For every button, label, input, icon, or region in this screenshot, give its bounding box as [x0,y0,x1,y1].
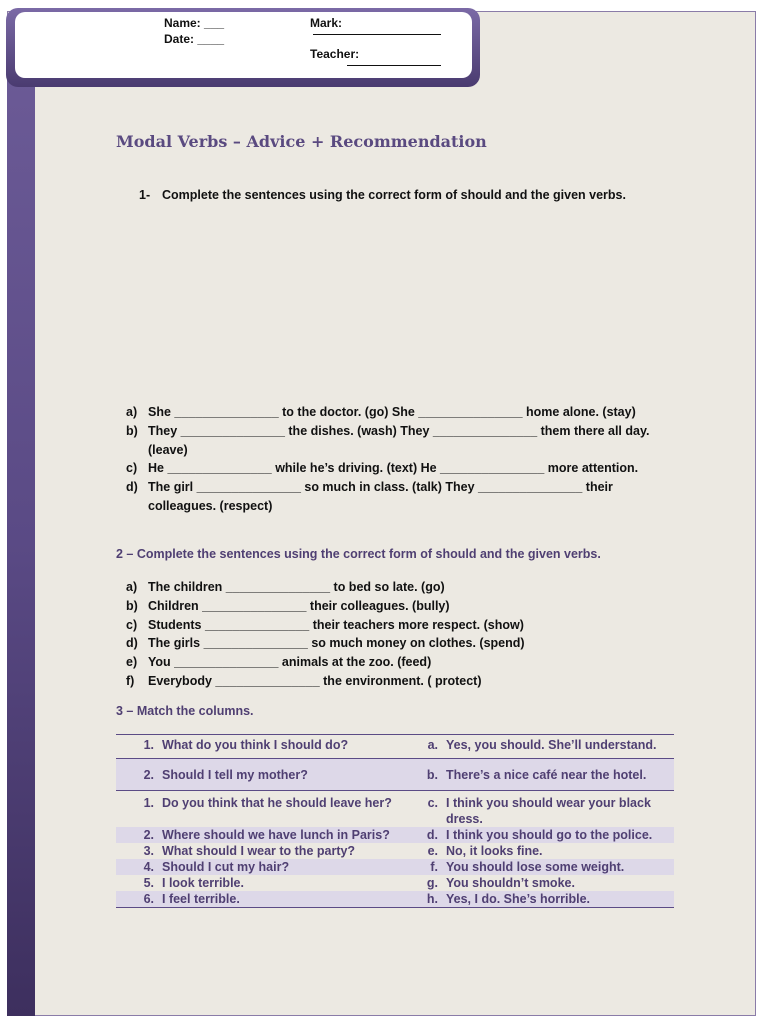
header-box [15,12,472,78]
item-text: The girl _______________ so much in class. (talk) They _______________ their colleagues. (respect) [148,480,613,513]
list-item [126,403,656,422]
page-title: Modal Verbs – Advice + Recommendation [116,132,487,151]
list-item [126,616,656,635]
mark-label: Mark: [310,16,343,30]
list-item [126,422,656,460]
row-number: 5. [143,876,154,890]
table-row [116,875,674,891]
row-left-text: Where should we have lunch in Paris? [162,827,402,843]
table-row [116,791,674,828]
section3-instruction: 3 – Match the columns. [116,704,254,718]
list-item [126,578,656,597]
item-letter: b) [126,423,138,438]
row-number: 4. [116,859,162,875]
row-number: 2. [116,827,162,843]
teacher-label: Teacher: [310,47,360,61]
row-right-text: You shouldn’t smoke. [446,876,575,890]
item-text: Children _______________ their colleagues. (bully) [148,598,450,613]
row-number: 6. [116,891,162,908]
section1-instruction-text: Complete the sentences using the correct form of should and the given verbs. [162,188,626,202]
row-key: f. [402,859,446,875]
row-left-text: I feel terrible. [162,891,402,908]
item-letter: a) [126,580,138,594]
row-number: 1. [143,796,154,810]
row-right-text: You should lose some weight. [446,859,674,875]
item-text: You _______________ animals at the zoo. (feed) [148,655,432,670]
item-letter: c) [126,617,138,632]
date-label: Date: ____ [164,32,225,46]
list-item [126,597,656,616]
row-key: h. [402,891,446,908]
list-item [126,653,656,672]
match-table [116,734,674,908]
item-letter: f) [126,673,135,688]
row-left-text: What do you think I should do? [162,735,402,759]
row-number: 3. [143,844,154,858]
row-key: c. [427,796,438,810]
row-right-text: No, it looks fine. [446,844,543,858]
table-row [116,827,674,843]
mark-line[interactable] [313,34,441,35]
row-left-text: I look terrible. [162,876,244,890]
list-item [126,634,656,653]
row-right-text: There’s a nice café near the hotel. [446,759,674,791]
table-row [116,843,674,859]
row-left-text: Do you think that he should leave her? [162,796,392,810]
item-letter: c) [126,461,138,476]
row-left-text: Should I cut my hair? [162,859,402,875]
row-key: a. [402,735,446,759]
sidebar-accent-bar [7,70,35,1016]
section2-instruction: 2 – Complete the sentences using the correct form of should and the given verbs. [116,547,601,561]
row-left-text: What should I wear to the party? [162,844,356,858]
list-item [126,478,656,516]
row-right-text: I think you should wear your black dress. [446,796,651,826]
item-text: The children _______________ to bed so late. (go) [148,580,445,594]
teacher-line[interactable] [347,65,441,66]
list-item [126,672,656,691]
row-number: 2. [116,759,162,791]
list-item [126,459,656,478]
item-letter: d) [126,636,138,651]
item-text: They _______________ the dishes. (wash) They _______________ them there all day. (leave) [148,423,650,457]
table-row [116,735,674,759]
row-left-text: Should I tell my mother? [162,759,402,791]
row-key: e. [427,844,438,858]
item-letter: d) [126,480,138,495]
section1-instruction [139,188,626,202]
item-letter: a) [126,405,138,419]
row-key: g. [426,876,438,890]
section2-list [126,578,656,691]
item-text: He _______________ while he’s driving. (text) He _______________ more attention. [148,461,639,476]
section1-number: 1- [139,188,151,202]
item-text: She _______________ to the doctor. (go) She _______________ home alone. (stay) [148,405,636,419]
item-letter: e) [126,655,138,670]
row-number: 1. [116,735,162,759]
section1-list [126,403,656,516]
row-right-text: I think you should go to the police. [446,827,674,843]
table-row [116,759,674,791]
row-key: d. [402,827,446,843]
item-letter: b) [126,598,138,613]
row-right-text: Yes, I do. She’s horrible. [446,891,674,908]
name-label: Name: ___ [164,16,225,30]
item-text: Students _______________ their teachers more respect. (show) [148,617,524,632]
row-key: b. [402,759,446,791]
table-row [116,891,674,908]
table-row [116,859,674,875]
item-text: The girls _______________ so much money on clothes. (spend) [148,636,525,651]
row-right-text: Yes, you should. She’ll understand. [446,735,674,759]
item-text: Everybody _______________ the environment. ( protect) [148,673,482,688]
